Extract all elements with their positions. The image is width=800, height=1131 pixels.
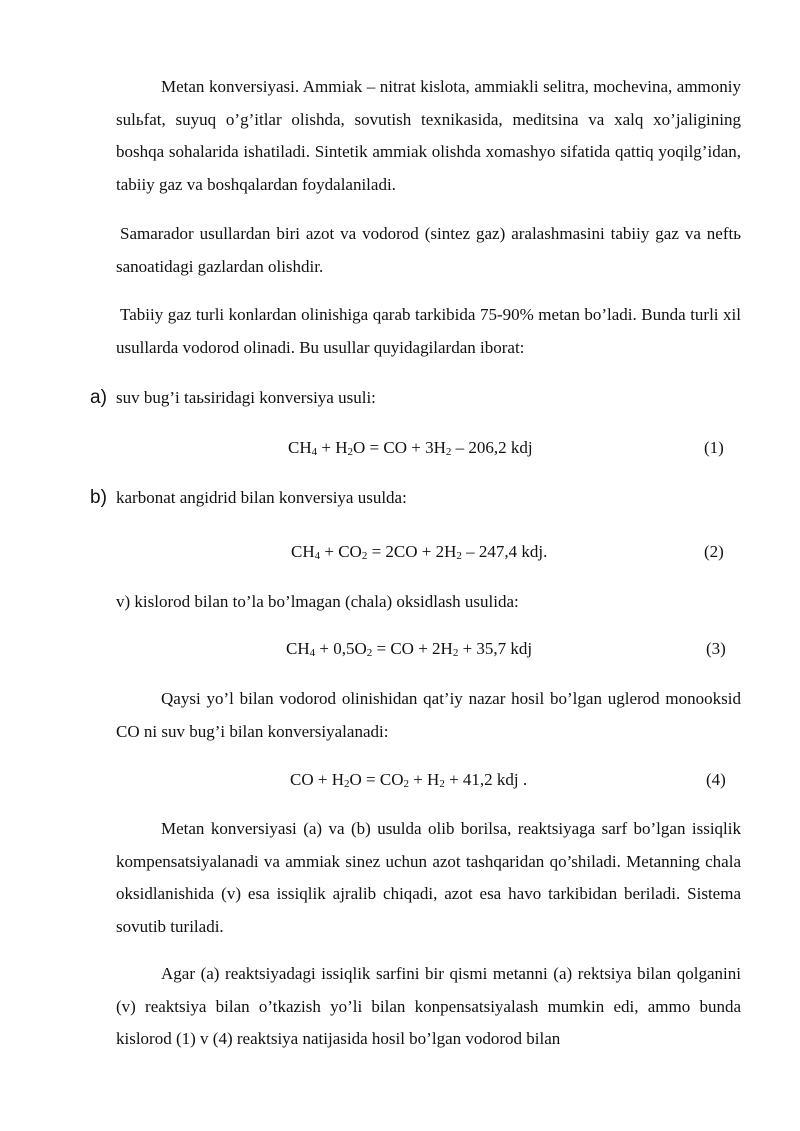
equation-1-formula: $CH_4 + H_2O$ = CO + $3H_2 - 206,2$ kdj <box>288 438 533 458</box>
paragraph-natural-gas: Tabiiy gaz turli konlardan olinishiga qarab tarkibida 75-90% metan bo’ladi. Bunda turli xil usullarda vodorod olinadi. Bu usullar quyidagilardan iborat: <box>116 305 741 357</box>
method-b-label: karbonat angidrid bilan konversiya usulda: <box>116 488 407 507</box>
list-marker-a: a) <box>90 387 107 408</box>
equation-4-number: (4) <box>706 770 726 789</box>
paragraph-partial-oxidation: Agar (a) reaktsiyadagi issiqlik sarfini bir qismi metanni (a) rektsiya bilan qolganini (v) reaktsiya bilan o’tkazish yo’li bilan konpensatsiyalash mumkin edi, ammo bunda kislorod (1) v (4) reaktsiya natijasida hosil bo’lgan vodorod bilan <box>116 964 741 1048</box>
equation-1-number: (1) <box>704 438 724 457</box>
method-a-label: suv bug’i taьsiridagi konversiya usuli: <box>116 388 376 407</box>
paragraph-heat-compensation: Metan konversiyasi (a) va (b) usulda olib borilsa, reaktsiyaga sarf bo’lgan issiqlik kompensatsiyalanadi va ammiak sinez uchun azot tashqaridan qo’shiladi. Metanning chala oksidlanishida (v) esa issiqlik ajralib chiqadi, azot esa havo tarkibidan beriladi. Sistema sovutib turiladi. <box>116 819 741 936</box>
equation-2 <box>0 540 800 564</box>
equation-2-number: (2) <box>704 542 724 561</box>
equation-1 <box>0 436 800 460</box>
equation-3-number: (3) <box>706 639 726 658</box>
equation-3 <box>0 637 800 661</box>
paragraph-co-conversion: Qaysi yo’l bilan vodorod olinishidan qat’iy nazar hosil bo’lgan uglerod monooksid CO ni suv bug’i bilan konversiyalanadi: <box>116 689 741 741</box>
equation-3-formula: $CH_4 + 0,5O_2$ = CO + $2H_2 + 35,7$ kdj <box>286 639 533 659</box>
method-v-label: v) kislorod bilan to’la bo’lmagan (chala) oksidlash usulida: <box>116 592 519 611</box>
paragraph-synthesis-gas: Samarador usullardan biri azot va vodorod (sintez gaz) aralashmasini tabiiy gaz va neftь sanoatidagi gazlardan olishdir. <box>116 224 741 276</box>
list-marker-b: b) <box>90 487 107 508</box>
equation-4 <box>0 768 800 792</box>
paragraph-intro: Metan konversiyasi. Ammiak – nitrat kislota, ammiakli selitra, mochevina, ammoniy sulьfat, suyuq o’g’itlar olishda, sovutish texnikasida, meditsina va xalq xo’jaligining boshqa sohalarida ishatiladi. Sintetik ammiak olishda xomashyo sifatida qattiq yoqilg’idan, tabiiy gaz va boshqalardan foydalaniladi. <box>116 77 741 194</box>
equation-4-formula: CO + $H_2O = CO_2 + H_2 + 41,2$ kdj . <box>290 770 528 790</box>
equation-2-formula: $CH_4 + CO_2 = 2CO + 2H_2 - 247,4$ kdj. <box>291 542 548 562</box>
